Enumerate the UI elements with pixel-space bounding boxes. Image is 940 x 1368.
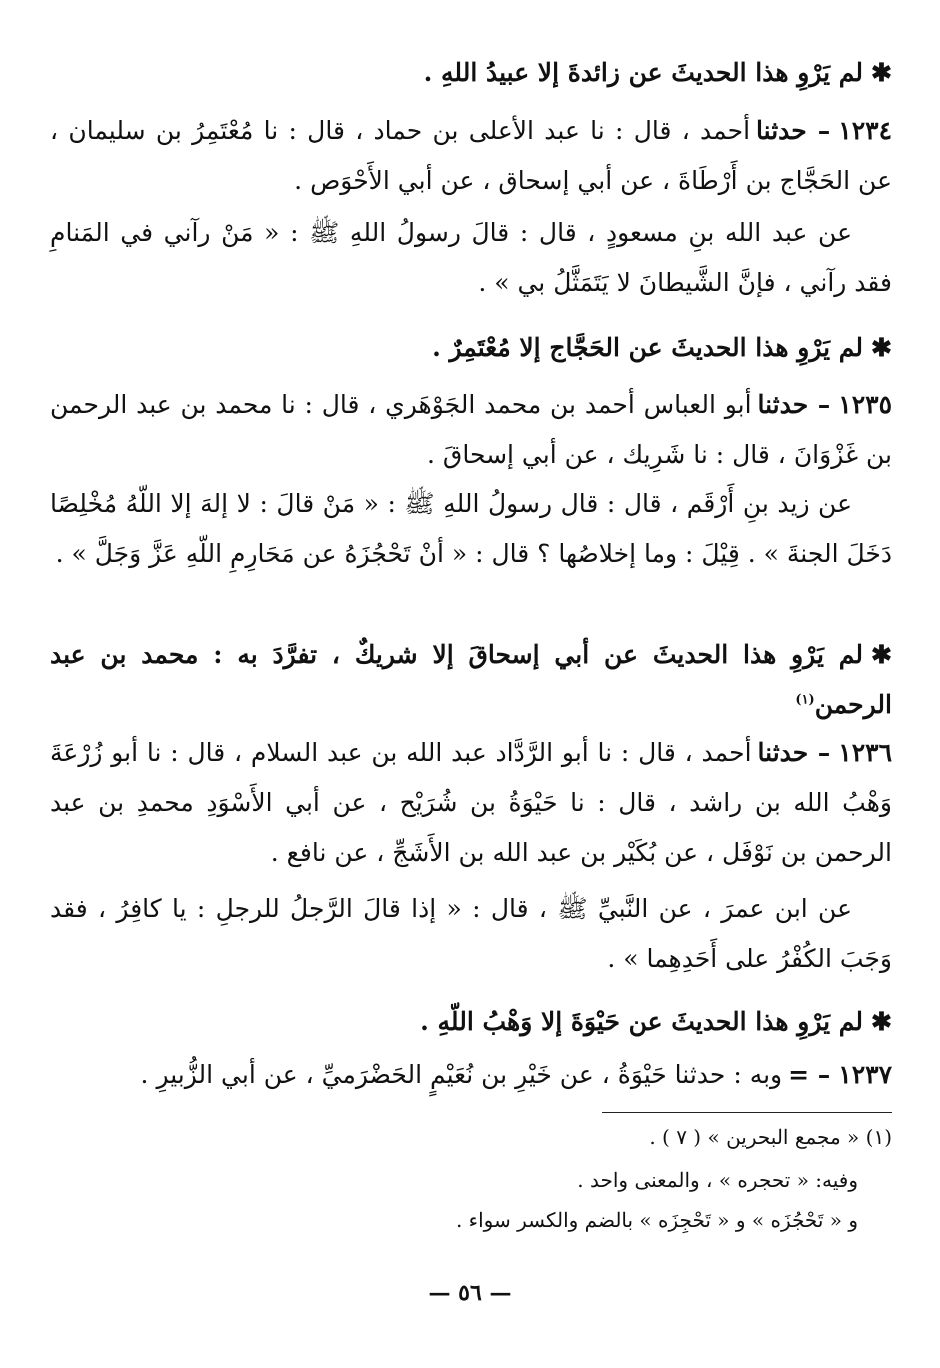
note-text: لم يَرْوِ هذا الحديثَ عن حَيْوَةَ إلا وَهْبُ اللّهِ . <box>420 1007 864 1036</box>
page-number: — ٥٦ — <box>428 1280 512 1306</box>
hadith-label: – حدثنا <box>757 390 831 419</box>
hadith-label: – حدثنا <box>757 738 831 767</box>
hadith-1236-isnad <box>50 728 892 878</box>
hadith-text: أحمد ، قال : نا أبو الرَّدَّاد عبد الله بن عبد السلام ، قال : نا أبو زُرْعَةَ وَهْبُ الله بن راشد ، قال : نا حَيْوَةُ بن شُرَيْح ، عن أبي الأَسْوَدِ محمدِ بن عبد الرحمن بن نَوْفَل ، عن بُكَيْر بن عبد الله بن الأَشَجِّ ، عن نافع . <box>50 738 892 867</box>
hadith-text: عن عبد الله بنِ مسعودٍ ، قال : قالَ رسولُ اللهِ ﷺ : « مَنْ رآني في المَنامِ فقد رآني ، فإنَّ الشَّيطانَ لا يَتَمَثَّلُ بي » . <box>50 218 892 297</box>
footnote-divider <box>602 1112 892 1113</box>
hadith-number: ١٢٣٦ <box>838 738 893 767</box>
hadith-text: أبو العباس أحمد بن محمد الجَوْهَري ، قال : نا محمد بن عبد الرحمن بن غَزْوَانَ ، قال : نا شَرِيك ، عن أبي إسحاقَ . <box>50 390 892 469</box>
hadith-text: عن زيد بنِ أَرْقَم ، قال : قال رسولُ اللهِ ﷺ : « مَنْ قالَ : لا إلهَ إلا اللّهُ مُخْلِصًا دَخَلَ الجنةَ » . قِيْلَ : وما إخلاصُها ؟ قال : « أنْ تَحْجُزَهُ عن مَحَارِمِ اللّهِ عَزَّ وَجَلَّ » . <box>50 489 892 568</box>
note-1235 <box>50 630 892 730</box>
note-1233 <box>50 48 892 98</box>
hadith-1237-isnad <box>50 1050 892 1100</box>
hadith-number: ١٢٣٥ <box>838 390 892 419</box>
hadith-text: أحمد ، قال : نا عبد الأعلى بن حماد ، قال : نا مُعْتَمِرُ بن سليمان ، عن الحَجَّاج بن أَرْطَاةَ ، عن أبي إسحاق ، عن أبي الأَحْوَص . <box>50 116 892 195</box>
hadith-1234-isnad <box>50 106 892 206</box>
hadith-1234-matn <box>50 208 892 308</box>
footnote-ref: (١) <box>795 692 815 708</box>
hadith-label: – = <box>788 1060 831 1089</box>
note-1236 <box>50 997 892 1047</box>
note-text: لم يَرْوِ هذا الحديثَ عن زائدةَ إلا عبيدُ اللهِ . <box>423 58 864 87</box>
hadith-text: عن ابن عمرَ ، عن النَّبيِّ ﷺ ، قال : « إذا قالَ الرَّجلُ للرجلِ : يا كافِرُ ، فقد وَجَبَ الكُفْرُ على أَحَدِهِما » . <box>50 894 892 973</box>
hadith-1236-matn <box>50 884 892 984</box>
note-text: لم يَرْوِ هذا الحديثَ عن أبي إسحاقَ إلا شريكٌ ، تفرَّدَ به : محمد بن عبد الرحمن <box>50 640 892 719</box>
footnote-3: و « تَحْجُزَه » و « تَحْجِزَه » بالضم والكسر سواء . <box>455 1208 858 1232</box>
note-1234 <box>50 323 892 373</box>
hadith-number: ١٢٣٤ <box>838 116 892 145</box>
footnote-2: وفيه: « تحجره » ، والمعنى واحد . <box>577 1168 858 1192</box>
note-text: لم يَرْوِ هذا الحديثَ عن الحَجَّاج إلا مُعْتَمِرٌ . <box>432 333 864 362</box>
star-icon: ✱ <box>871 640 892 669</box>
footnote-1: (١) « مجمع البحرين » ( ٧ ) . <box>649 1125 892 1149</box>
hadith-text: وبه : حدثنا حَيْوَةُ ، عن خَيْرِ بن نُعَيْمٍ الحَضْرَميِّ ، عن أبي الزُّبيرِ . <box>140 1060 783 1089</box>
hadith-1235-matn <box>50 479 892 579</box>
star-icon: ✱ <box>871 333 892 362</box>
hadith-label: – حدثنا <box>756 116 831 145</box>
hadith-1235-isnad <box>50 380 892 480</box>
hadith-number: ١٢٣٧ <box>838 1060 892 1089</box>
star-icon: ✱ <box>871 58 892 87</box>
star-icon: ✱ <box>871 1007 892 1036</box>
